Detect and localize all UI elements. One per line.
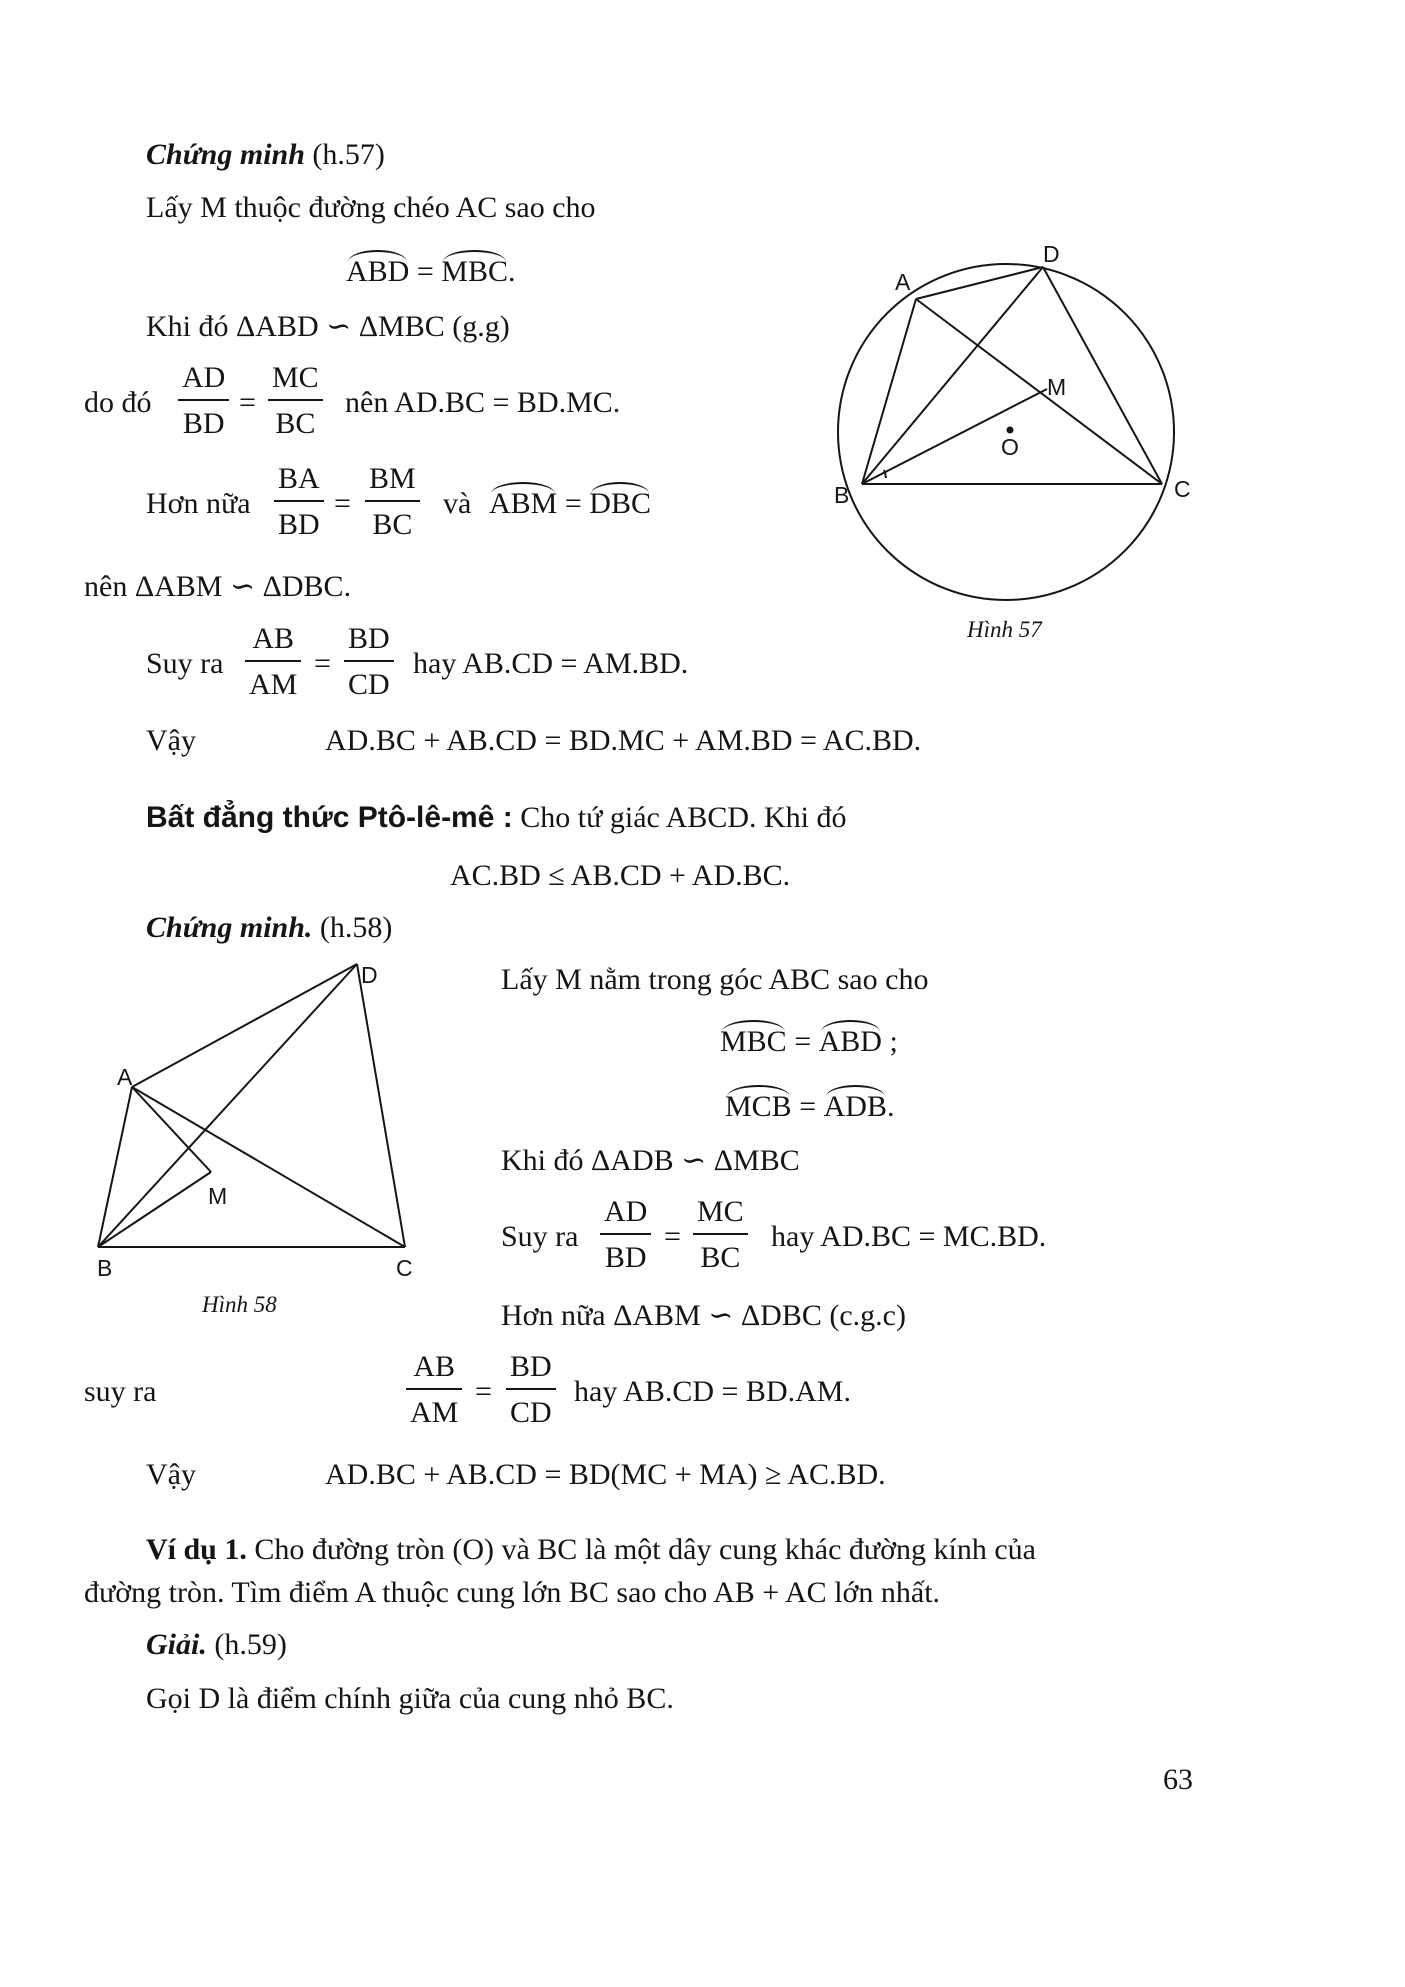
label-m: M — [208, 1183, 228, 1209]
label-m: M — [1047, 374, 1067, 400]
denominator: BC — [700, 1241, 741, 1274]
page-number: 63 — [1163, 1763, 1193, 1796]
proof2-result1: hay AD.BC = MC.BD. — [771, 1220, 1047, 1253]
numerator: MC — [697, 1195, 744, 1228]
angle-mbc: MBC — [720, 1025, 787, 1058]
proof1-angle-equality — [489, 489, 651, 519]
angle-abm: ABM — [489, 487, 558, 520]
proof1-result2: hay AB.CD = AM.BD. — [413, 647, 689, 680]
figure58-lines — [98, 964, 405, 1247]
angle-dbc: DBC — [589, 487, 651, 520]
proof1-fraction-bd-cd — [344, 624, 394, 700]
figure-58 — [85, 950, 445, 1320]
proof2-heading — [146, 913, 392, 943]
example1-line1 — [146, 1535, 1036, 1565]
example1-solution-line: Gọi D là điểm chính giữa của cung nhỏ BC. — [146, 1682, 674, 1715]
denominator: BD — [278, 508, 320, 541]
denominator: CD — [348, 668, 390, 701]
proof2-result2: hay AB.CD = BD.AM. — [574, 1375, 851, 1408]
numerator: BA — [278, 462, 320, 495]
figure58-caption: Hình 58 — [202, 1292, 277, 1317]
proof1-va: và — [443, 487, 472, 520]
solution-ref: (h.59) — [214, 1628, 287, 1661]
proof1-result1: nên AD.BC = BD.MC. — [345, 386, 621, 419]
numerator: BD — [510, 1350, 552, 1383]
proof1-fraction-mc-bc — [268, 363, 323, 439]
solution-label: Giải. — [146, 1628, 207, 1661]
label-a: A — [895, 269, 911, 295]
equals-sign: = — [416, 255, 442, 288]
proof1-suy-ra: Suy ra — [146, 647, 224, 680]
proof2-ref: (h.58) — [319, 911, 393, 944]
proof2-similar2: Hơn nữa ΔABM ∽ ΔDBC (c.g.c) — [501, 1299, 906, 1332]
inequality-line — [146, 803, 847, 833]
proof1-fraction-ad-bd — [178, 363, 229, 439]
proof1-fraction-ab-am — [245, 624, 301, 700]
proof1-vay: Vậy — [146, 724, 196, 757]
denominator: BD — [182, 407, 225, 440]
label-c: C — [1174, 476, 1191, 502]
center-dot — [1007, 427, 1014, 434]
period: . — [886, 1090, 895, 1123]
label-a: A — [117, 1064, 133, 1090]
proof1-similar2: nên ΔABM ∽ ΔDBC. — [84, 570, 352, 603]
angle-mcb: MCB — [725, 1090, 792, 1123]
numerator: MC — [272, 361, 319, 394]
proof1-fraction-bm-bc — [365, 464, 420, 540]
figure57-caption: Hình 57 — [967, 617, 1042, 642]
proof2-vay: Vậy — [146, 1458, 196, 1491]
proof2-title: Chứng minh. — [146, 911, 313, 944]
proof1-angle-equation — [346, 257, 515, 287]
denominator: AM — [410, 1396, 459, 1429]
inequality-title: Bất đẳng thức Ptô-lê-mê : — [146, 801, 513, 834]
numerator: AB — [413, 1350, 456, 1383]
denominator: CD — [510, 1396, 552, 1429]
label-b: B — [834, 482, 850, 508]
proof1-similar1: Khi đó ΔABD ∽ ΔMBC (g.g) — [146, 310, 510, 343]
example1-label: Ví dụ 1. — [146, 1533, 247, 1566]
proof1-final: AD.BC + AB.CD = BD.MC + AM.BD = AC.BD. — [325, 724, 922, 757]
inequality-statement: Cho tứ giác ABCD. Khi đó — [520, 801, 847, 834]
proof1-ref: (h.57) — [312, 138, 385, 171]
numerator: AB — [252, 622, 295, 655]
proof2-line1: Lấy M nằm trong góc ABC sao cho — [501, 963, 929, 996]
proof2-angle-eq2 — [725, 1092, 894, 1122]
example1-text1: Cho đường tròn (O) và BC là một dây cung khác đường kính của — [254, 1533, 1036, 1566]
proof2-final: AD.BC + AB.CD = BD(MC + MA) ≥ AC.BD. — [325, 1458, 886, 1491]
inequality-formula: AC.BD ≤ AB.CD + AD.BC. — [450, 859, 791, 892]
numerator: BM — [369, 462, 416, 495]
equals-sign: = — [475, 1375, 492, 1408]
proof2-fraction-mc-bc — [693, 1197, 748, 1273]
proof1-do-do: do đó — [84, 386, 152, 419]
equals-sign: = — [314, 647, 331, 680]
angle-adb: ADB — [823, 1090, 887, 1123]
label-o: O — [1001, 434, 1019, 460]
proof2-similar1: Khi đó ΔADB ∽ ΔMBC — [501, 1144, 800, 1177]
numerator: BD — [348, 622, 390, 655]
proof1-heading — [146, 140, 385, 170]
numerator: AD — [182, 361, 226, 394]
numerator: AD — [604, 1195, 648, 1228]
proof2-angle-eq1 — [720, 1027, 898, 1057]
angle-mbc: MBC — [441, 255, 508, 288]
angle-abd: ABD — [346, 255, 410, 288]
label-d: D — [1043, 241, 1060, 267]
equals-sign: = — [799, 1090, 824, 1123]
label-c: C — [396, 1255, 413, 1281]
equals-sign: = — [239, 386, 256, 419]
circle-o — [838, 264, 1174, 600]
example1-solution — [146, 1630, 287, 1660]
denominator: AM — [249, 668, 298, 701]
proof1-line1: Lấy M thuộc đường chéo AC sao cho — [146, 191, 596, 224]
period: . — [507, 255, 516, 288]
denominator: BD — [604, 1241, 647, 1274]
label-b: B — [97, 1255, 113, 1281]
equals-sign: = — [564, 487, 590, 520]
equals-sign: = — [334, 487, 351, 520]
figure-57 — [820, 230, 1220, 650]
proof1-title: Chứng minh — [146, 138, 305, 171]
equals-sign: = — [794, 1025, 819, 1058]
proof2-fraction-ad-bd — [600, 1197, 651, 1273]
denominator: BC — [372, 508, 413, 541]
semicolon: ; — [889, 1025, 898, 1058]
denominator: BC — [275, 407, 316, 440]
label-d: D — [361, 962, 378, 988]
proof1-fraction-ba-bd — [274, 464, 324, 540]
example1-line2: đường tròn. Tìm điểm A thuộc cung lớn BC sao cho AB + AC lớn nhất. — [84, 1576, 941, 1609]
equals-sign: = — [664, 1220, 681, 1253]
proof2-suy-ra: Suy ra — [501, 1220, 579, 1253]
angle-abd: ABD — [818, 1025, 882, 1058]
proof2-fraction-ab-am — [406, 1352, 462, 1428]
proof2-suy-ra2: suy ra — [84, 1375, 157, 1408]
proof1-hon-nua: Hơn nữa — [146, 487, 251, 520]
proof2-fraction-bd-cd — [506, 1352, 556, 1428]
